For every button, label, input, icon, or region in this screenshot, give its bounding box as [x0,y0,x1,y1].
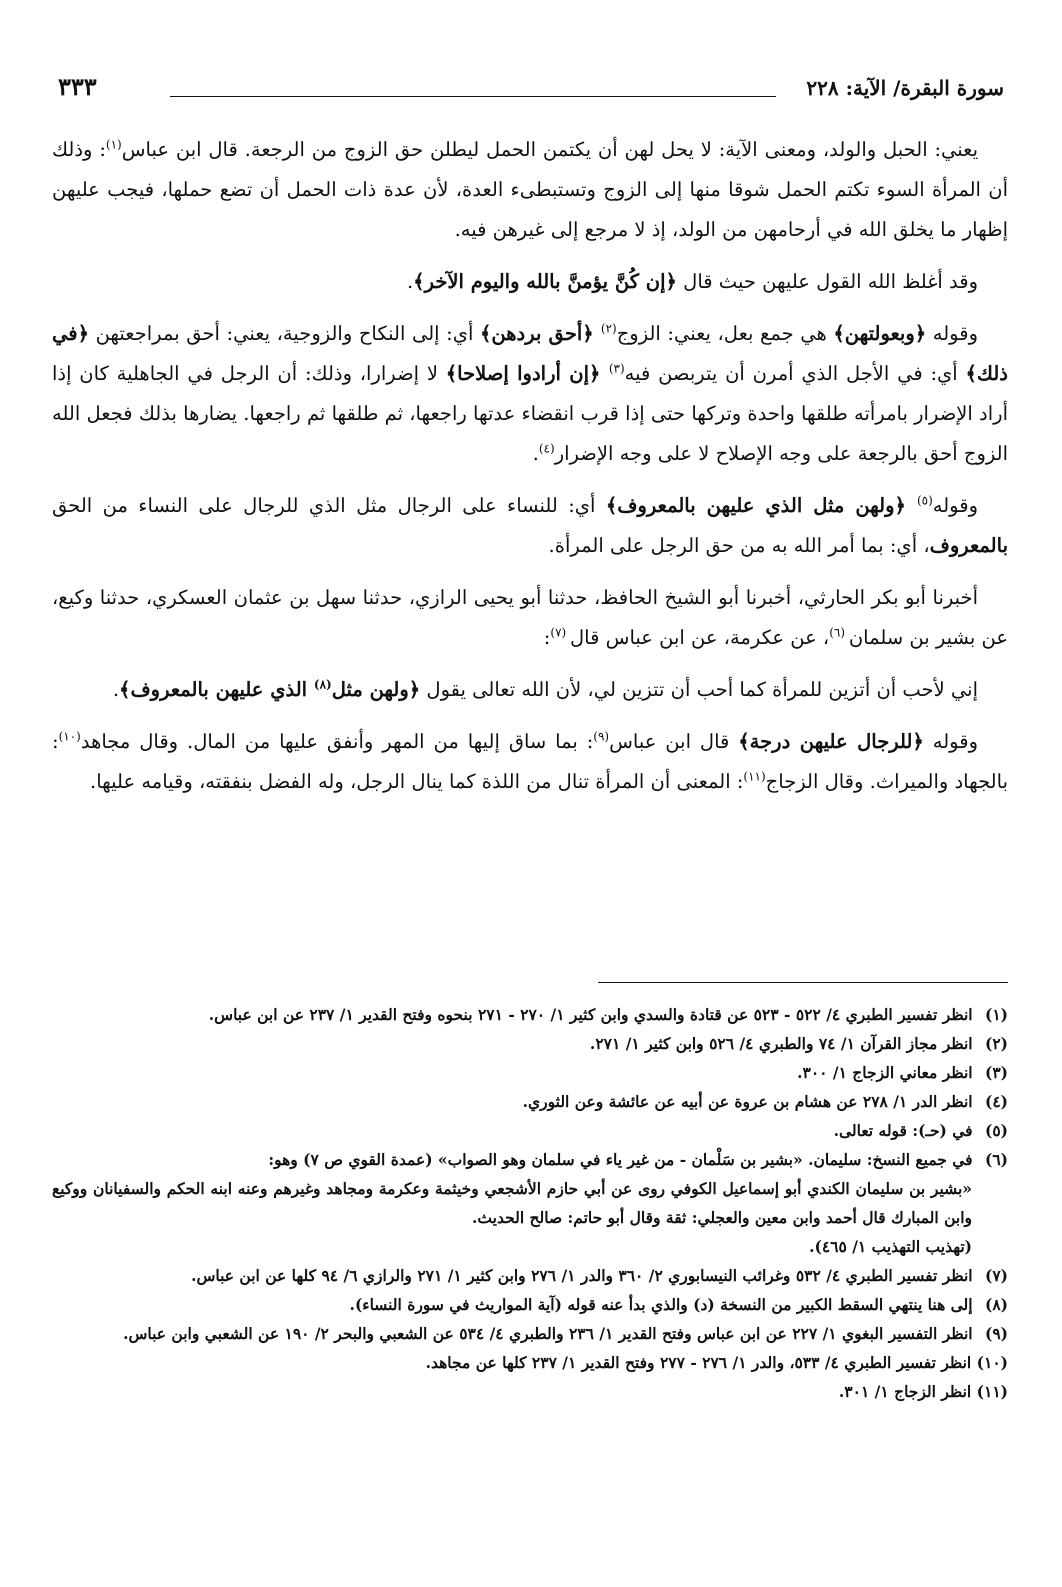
footnote-ref: (١٠) [58,729,81,744]
text-run: أي: للنساء على الرجال مثل الذي للرجال على النساء من الحق [52,494,606,517]
footnote-4 [52,1087,1008,1116]
page-header [52,72,1008,108]
quran-quote: الذي عليهن بالمعروف﴾ [119,678,314,701]
footnote-7 [52,1261,1008,1290]
footnote-text: انظر تفسير الطبري ٤/ ٥٣٣، والدر ١/ ٢٧٦ - ٢٧٧ وفتح القدير ١/ ٢٣٧ كلها عن مجاهد. [425,1353,972,1372]
quran-quote: بالمعروف [929,534,1008,557]
text-run: : المعنى أن المرأة تنال من اللذة كما ينال الرجل، وله الفضل بنفقته، وقيامه عليها. [90,770,744,793]
footnote-1 [52,1000,1008,1029]
paragraph-4 [52,486,1008,566]
footnote-number: (١) [984,1005,1008,1024]
header-rule [170,96,776,97]
footnote-6 [52,1145,1008,1174]
footnote-6-source [52,1232,1008,1261]
footnote-text: انظر معاني الزجاج ١/ ٣٠٠. [797,1063,973,1082]
footnote-number: (٤) [984,1092,1008,1111]
main-text [52,130,1008,814]
paragraph-6 [52,670,1008,710]
text-run: أي: إلى النكاح والزوجية، يعني: أحق بمراجعتهن [89,322,480,345]
footnote-3 [52,1058,1008,1087]
footnote-number: (٥) [984,1121,1008,1140]
footnote-number: (١١) [976,1382,1008,1401]
paragraph-1 [52,130,1008,250]
footnote-text: انظر تفسير الطبري ٤/ ٥٣٢ وغرائب النيسابوري ٢/ ٣٦٠ والدر ١/ ٢٧٦ وابن كثير ١/ ٢٧١ والرازي ٦/ ٩٤ كلها عن ابن عباس. [191,1266,973,1285]
text-run: وقوله [932,494,978,517]
footnote-text: انظر الزجاج ١/ ٣٠١. [838,1382,972,1401]
text-run: قال ابن عباس [609,730,739,753]
footnote-ref: (٦) [829,625,849,640]
text-run: وقوله [923,730,978,753]
footnote-ref: (٣) [608,361,625,376]
text-run: أخبرنا أبو بكر الحارثي، أخبرنا أبو الشيخ الحافظ، حدثنا أبو يحيى الرازي، حدثنا سهل بن عثمان العسكري، حدثنا وكيع، عن بشير بن سلمان [52,586,1008,649]
footnote-5 [52,1116,1008,1145]
footnote-text: في جميع النسخ: سليمان. «بشير بن سَلْمان - من غير ياء في سلمان وهو الصواب» (عمدة القوي ص ٧) وهو: [268,1150,973,1169]
text-run: : بما ساق إليها من المهر وأنفق عليها من المال. وقال مجاهد [80,730,594,753]
quran-quote: ﴿إن كُنَّ يؤمنَّ بالله واليوم الآخر﴾ [413,270,677,293]
quran-quote: ﴿ولهن مثل [331,678,421,701]
footnote-ref: (٢) [600,321,617,336]
footnote-text: (تهذيب التهذيب ١/ ٤٦٥). [809,1237,972,1256]
text-run: : بالجهاد والميراث. وقال الزجاج [52,730,1008,793]
text-run: ، عن عكرمة، عن ابن عباس قال [570,626,830,649]
quran-quote: ﴿وبعولتهن﴾ [833,322,927,345]
text-run: : [543,626,551,649]
text-run: . [532,442,539,465]
text-run: . [112,678,120,701]
paragraph-3 [52,314,1008,474]
footnote-11 [52,1377,1008,1406]
footnote-number: (١٠) [976,1353,1008,1372]
text-run: : وذلك أن المرأة السوء تكتم الحمل شوقا منها إلى الزوج وتستبطىء العدة، لأن عدة ذات الحمل أن تضع حملها، فيجب عليهن إظهار ما يخلق الله في أرحامهن من الولد، إذ لا مرجع إلى غيرهن فيه. [52,138,1008,241]
footnote-ref: (٩) [593,729,610,744]
footnote-text: انظر التفسير البغوي ١/ ٢٢٧ عن ابن عباس وفتح القدير ١/ ٢٣٦ والطبري ٤/ ٥٣٤ عن الشعبي والبحر ٢/ ١٩٠ عن الشعبي وابن عباس. [123,1324,973,1343]
text-run: وقد أغلظ الله القول عليهن حيث قال [676,270,978,293]
text-run: . [406,270,414,293]
text-run: أي: في الأجل الذي أمرن أن يتربصن فيه [624,362,966,385]
quran-quote: ﴿إن أرادوا إصلاحا﴾ [445,362,609,385]
page-number: ٣٣٣ [58,72,97,101]
footnote-number: (٩) [984,1324,1008,1343]
footnote-text: انظر مجاز القرآن ١/ ٧٤ والطبري ٤/ ٥٢٦ وابن كثير ١/ ٢٧١. [589,1034,973,1053]
quran-quote: ﴿أحق بردهن﴾ [479,322,601,345]
quran-quote: ﴿في ذلك﴾ [52,322,1008,385]
text-run: يعني: الحبل والولد، ومعنى الآية: لا يحل لهن أن يكتمن الحمل ليطلن حق الزوج من الرجعة. قال ابن عباس [121,138,979,161]
footnote-ref: (١) [105,137,122,152]
footnote-number: (٦) [984,1150,1008,1169]
footnote-ref: (٥) [916,493,933,508]
footnote-ref: (٨) [313,677,332,692]
paragraph-2 [52,262,1008,302]
text-run: وقوله [926,322,978,345]
footnote-text: انظر تفسير الطبري ٤/ ٥٢٢ - ٥٢٣ عن قتادة والسدي وابن كثير ١/ ٢٧٠ - ٢٧١ بنحوه وفتح القدير ١/ ٢٣٧ عن ابن عباس. [208,1005,973,1024]
footnote-number: (٧) [984,1266,1008,1285]
footnote-8 [52,1290,1008,1319]
footnotes [52,1000,1008,1406]
footnote-ref: (٧) [550,625,571,640]
text-run: إني لأحب أن أتزين للمرأة كما أحب أن تتزين لي، لأن الله تعالى يقول [420,678,978,701]
footnote-10 [52,1348,1008,1377]
quran-quote: ﴿للرجال عليهن درجة﴾ [738,730,924,753]
footnote-text: «بشير بن سليمان الكندي أبو إسماعيل الكوفي روى عن أبي حازم الأشجعي وخيثمة وعكرمة ومجاهد وغيرهم وعنه ابنه الحكم والسفيانان ووكيع وابن المبارك قال أحمد وابن معين والعجلي: ثقة وقال أبو حاتم: صالح الحديث. [52,1179,972,1227]
footnote-number: (٢) [984,1034,1008,1053]
text-run: هي جمع بعل، يعني: الزوج [616,322,834,345]
footnote-separator [598,982,1008,983]
quran-quote: ﴿ولهن مثل الذي عليهن بالمعروف﴾ [605,494,917,517]
text-run: ، أي: بما أمر الله به من حق الرجل على المرأة. [548,534,930,557]
footnote-text: انظر الدر ١/ ٢٧٨ عن هشام بن عروة عن أبيه عن عائشة وعن الثوري. [522,1092,973,1111]
footnote-9 [52,1319,1008,1348]
surah-title: سورة البقرة/ الآية: ٢٢٨ [806,76,1004,100]
footnote-number: (٨) [984,1295,1008,1314]
footnote-ref: (١١) [743,769,766,784]
footnote-2 [52,1029,1008,1058]
footnote-ref: (٤) [538,441,555,456]
footnote-text: في (حـ): قوله تعالى. [833,1121,973,1140]
text-run: لا إضرارا، وذلك: أن الرجل في الجاهلية كان إذا أراد الإضرار بامرأته طلقها واحدة وتركها حتى إذا قرب انقضاء عدتها راجعها، ثم طلقها ثم راجعها. يضارها بذلك فجعل الله الزوج أحق بالرجعة على وجه الإصلاح لا على وجه الإضرار [52,362,1008,465]
paragraph-5 [52,578,1008,658]
footnote-number: (٣) [984,1063,1008,1082]
paragraph-7 [52,722,1008,802]
footnote-6-continued [52,1174,1008,1232]
footnote-text: إلى هنا ينتهي السقط الكبير من النسخة (د) والذي بدأ عنه قوله (آية المواريث في سورة النساء). [349,1295,973,1314]
